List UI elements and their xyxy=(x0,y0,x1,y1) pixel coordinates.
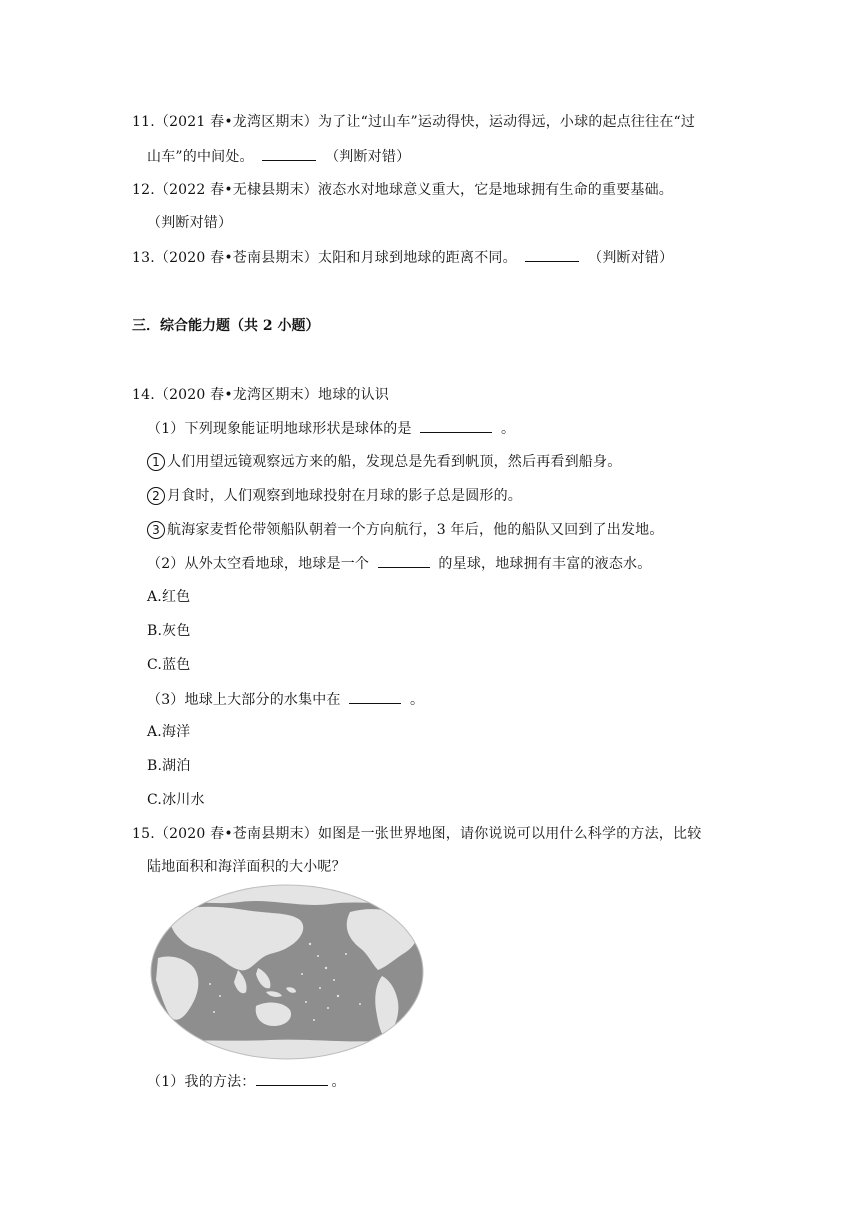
question-14-part-3 xyxy=(147,689,424,710)
question-14-option-3 xyxy=(147,520,664,540)
circled-number-3: 3 xyxy=(147,521,165,539)
question-15-sub-1-text: （1）我的方法： xyxy=(147,1074,256,1090)
world-map-icon xyxy=(150,884,425,1060)
answer-blank-11[interactable] xyxy=(262,146,316,161)
choice-3-b[interactable]: B.湖泊 xyxy=(147,758,191,774)
question-12-line-2: （判断对错） xyxy=(147,215,233,231)
world-map-figure xyxy=(150,884,425,1060)
question-13 xyxy=(132,247,673,268)
section-title: 三．综合能力题（共 2 小题） xyxy=(132,318,320,334)
option-1-text: 人们用望远镜观察远方来的船，发现总是先看到帆顶，然后再看到船身。 xyxy=(167,454,622,470)
question-13-text: 13.（2020 春•苍南县期末）太阳和月球到地球的距离不同。 xyxy=(132,250,517,266)
question-14-part-3-text: （3）地球上大部分的水集中在 xyxy=(147,692,341,708)
question-14-part-3-end: 。 xyxy=(410,692,425,708)
question-14-part-2-text: （2）从外太空看地球，地球是一个 xyxy=(147,556,370,572)
question-15-sub-1 xyxy=(147,1071,346,1092)
option-3-text: 航海家麦哲伦带领船队朝着一个方向航行，3 年后，他的船队又回到了出发地。 xyxy=(167,522,664,538)
question-15-line-2: 陆地面积和海洋面积的大小呢？ xyxy=(147,859,346,875)
question-14-part-1 xyxy=(147,418,515,439)
question-14-option-2 xyxy=(147,486,522,506)
question-14-part-1-end: 。 xyxy=(501,421,516,437)
question-14-part-2 xyxy=(147,553,651,574)
question-11-line-1: 11.（2021 春•龙湾区期末）为了让“过山车”运动得快，运动得远，小球的起点往往在“过 xyxy=(132,114,696,130)
question-14-part-2-end: 的星球，地球拥有丰富的液态水。 xyxy=(438,556,652,572)
answer-blank-15-1[interactable] xyxy=(256,1071,328,1086)
question-14-title: 14.（2020 春•龙湾区期末）地球的认识 xyxy=(132,387,390,403)
answer-blank-13[interactable] xyxy=(525,247,579,262)
answer-blank-14-2[interactable] xyxy=(378,553,430,568)
choice-3-c[interactable]: C.冰川水 xyxy=(147,792,205,808)
choice-2-a[interactable]: A.红色 xyxy=(147,589,191,605)
choice-2-b[interactable]: B.灰色 xyxy=(147,623,191,639)
question-11-line-2 xyxy=(147,146,410,167)
question-12-line-1: 12.（2022 春•无棣县期末）液态水对地球意义重大，它是地球拥有生命的重要基础。 xyxy=(132,182,673,198)
choice-3-a[interactable]: A.海洋 xyxy=(147,724,191,740)
choice-2-c[interactable]: C.蓝色 xyxy=(147,657,191,673)
question-14-option-1 xyxy=(147,452,621,472)
answer-blank-14-1[interactable] xyxy=(420,418,492,433)
circled-number-2: 2 xyxy=(147,487,165,505)
option-2-text: 月食时，人们观察到地球投射在月球的影子总是圆形的。 xyxy=(167,488,522,504)
question-14-part-1-text: （1）下列现象能证明地球形状是球体的是 xyxy=(147,421,412,437)
question-11-text: 山车”的中间处。 xyxy=(147,149,254,165)
answer-blank-14-3[interactable] xyxy=(349,689,401,704)
question-15-line-1: 15.（2020 春•苍南县期末）如图是一张世界地图，请你说说可以用什么科学的方法，比较 xyxy=(132,826,702,842)
question-15-sub-1-end: 。 xyxy=(331,1074,346,1090)
question-11-hint: （判断对错） xyxy=(325,149,411,165)
circled-number-1: 1 xyxy=(147,453,165,471)
question-13-hint: （判断对错） xyxy=(588,250,674,266)
